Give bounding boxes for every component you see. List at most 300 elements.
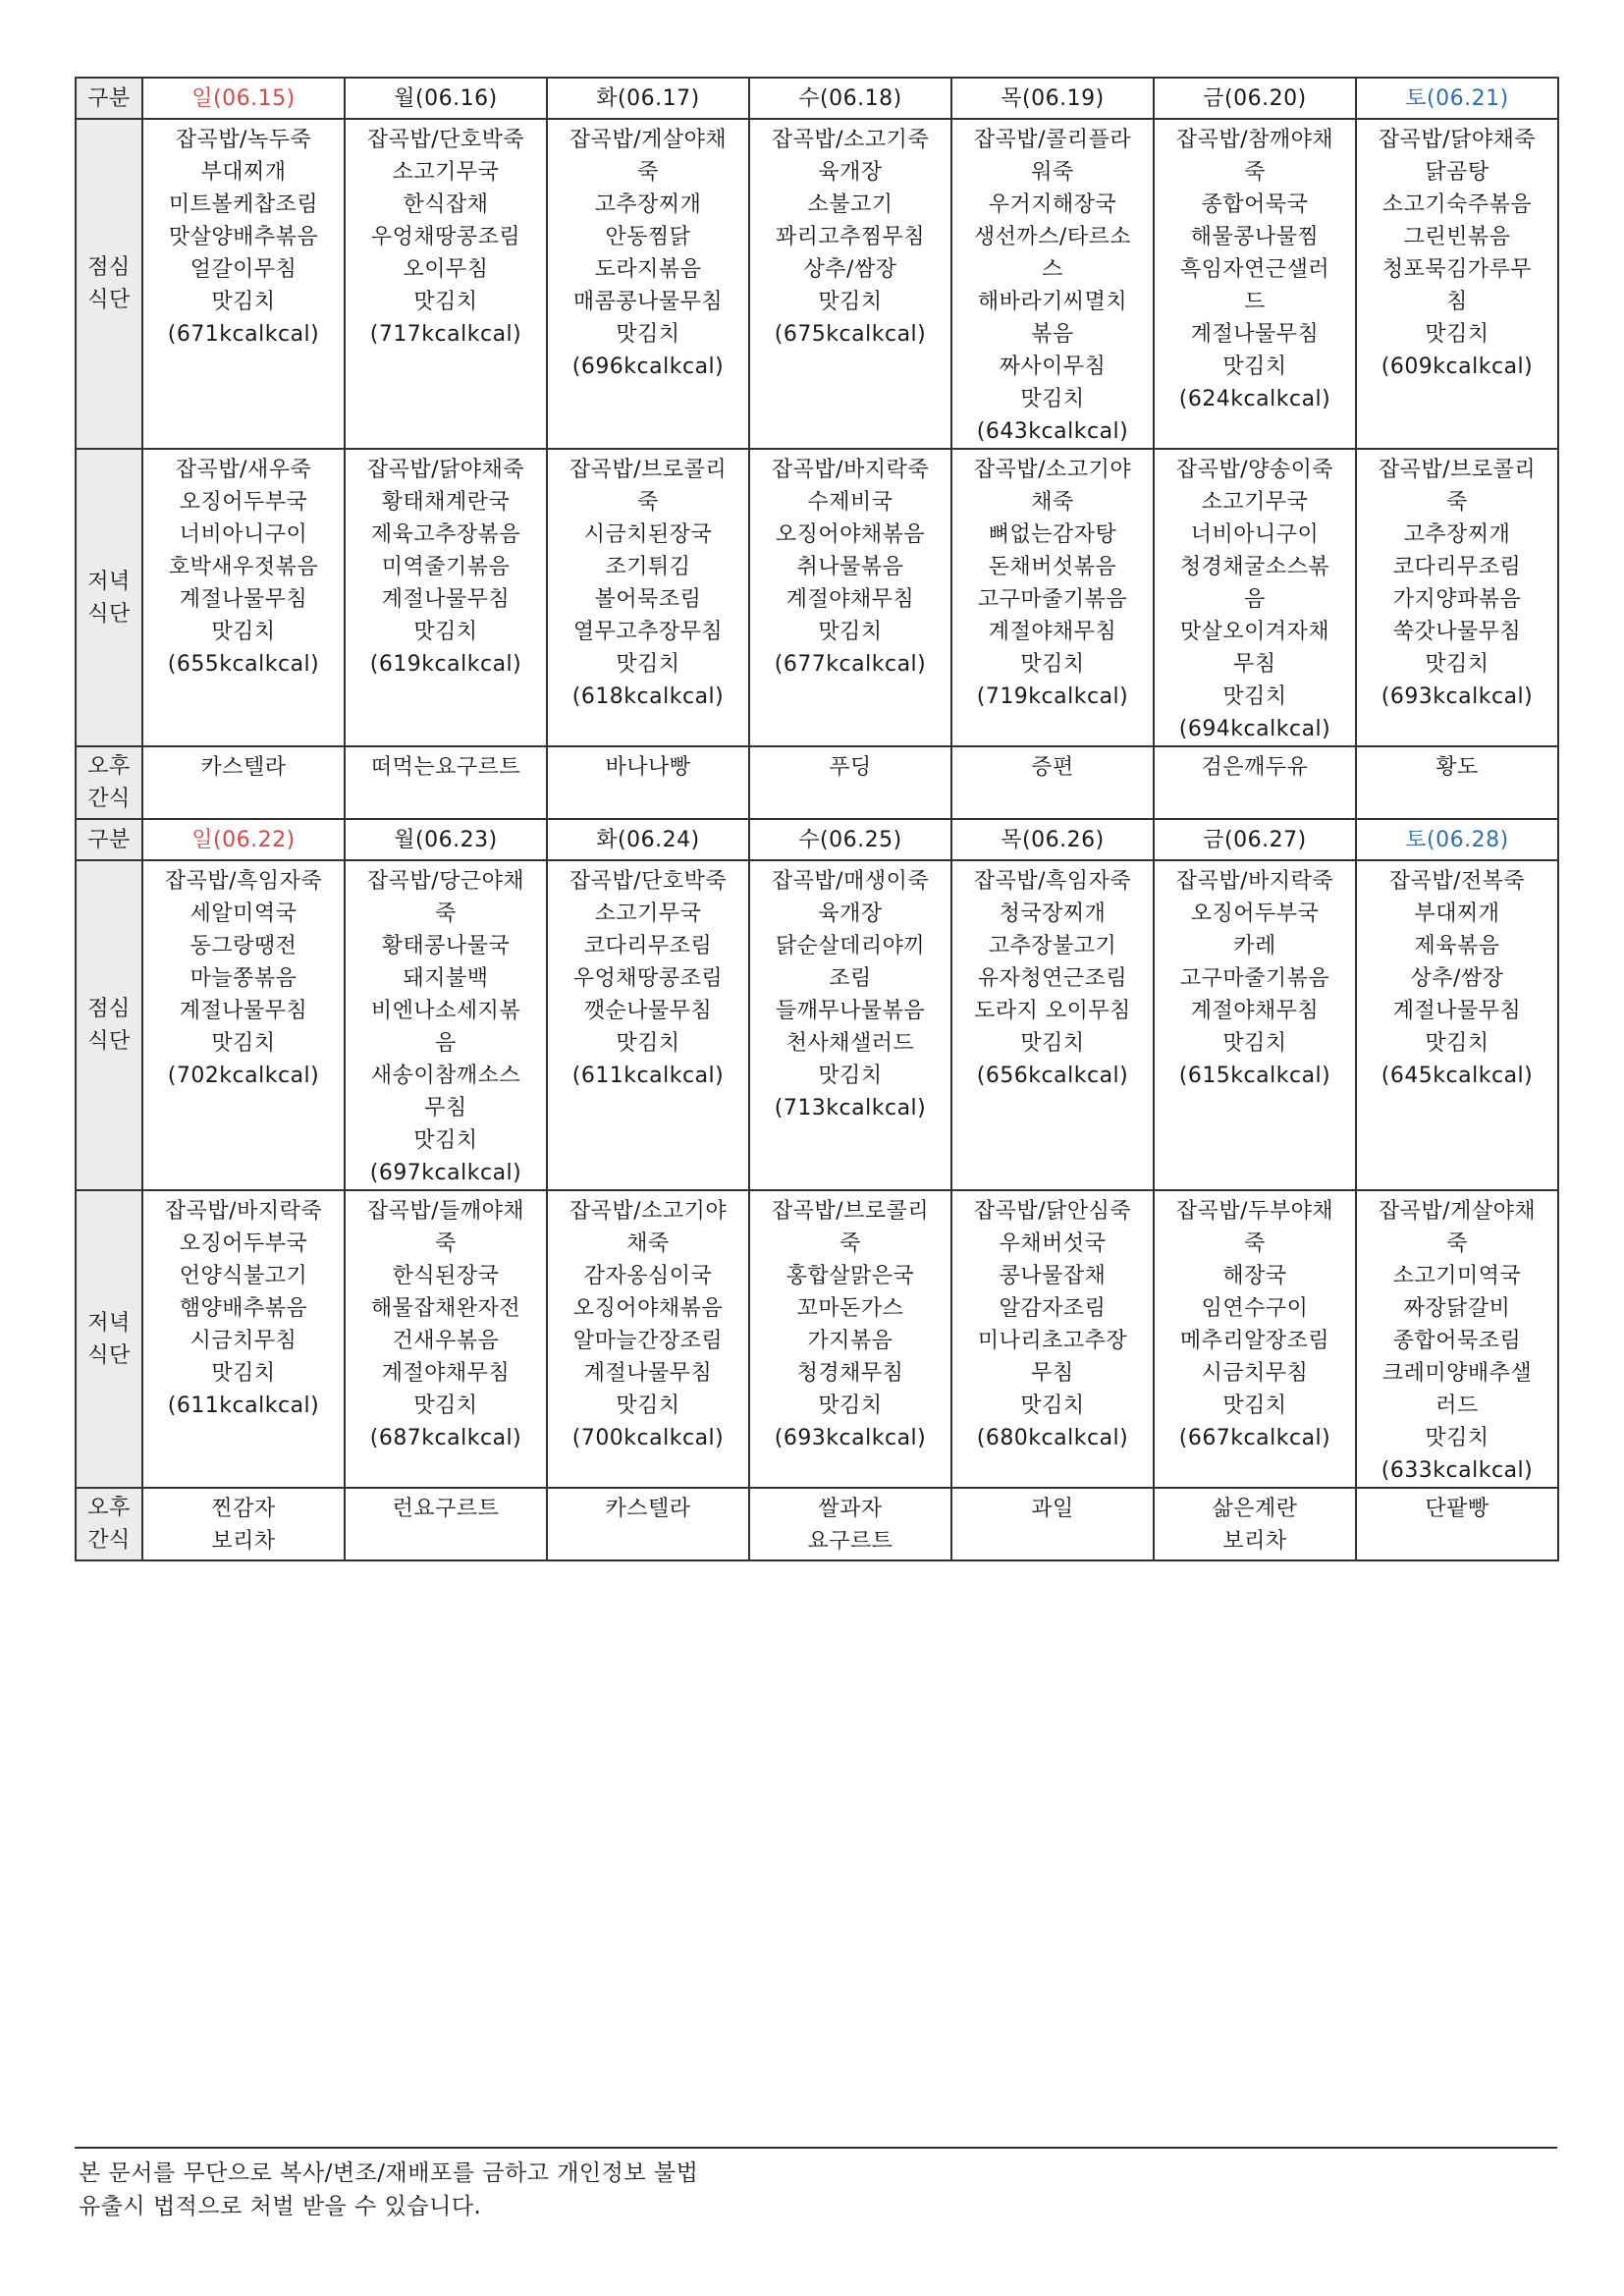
day-header: 목(06.26)	[951, 819, 1154, 860]
day-header: 금(06.20)	[1154, 78, 1356, 119]
menu-item: 해물잡채완자전	[370, 1296, 521, 1321]
menu-item: 계절나물무침	[1190, 322, 1320, 347]
snack-menu-cell	[547, 1488, 749, 1560]
snack-menu-cell	[1154, 746, 1356, 819]
menu-item: 황태콩나물국	[381, 934, 511, 958]
lunch-label-cell	[76, 860, 142, 1190]
week-header-row	[76, 819, 1558, 860]
menu-item: 가지볶음	[807, 1329, 893, 1353]
menu-item: 계절나물무침	[381, 587, 511, 612]
menu-item: 매콤콩나물무침	[572, 290, 724, 314]
menu-item: 맛김치	[818, 290, 883, 314]
day-header: 일(06.22)	[142, 819, 345, 860]
snack-menu-cell	[1356, 746, 1558, 819]
menu-item: 천사채샐러드	[785, 1031, 915, 1056]
menu-item: 들깨무나물볶음	[775, 999, 926, 1023]
menu-item: 코다리무조림	[1392, 555, 1522, 579]
menu-item: 새송이참깨소스	[370, 1064, 521, 1088]
menu-item: 꼬마돈가스	[796, 1296, 904, 1321]
menu-item: 짜장닭갈비	[1403, 1296, 1511, 1321]
menu-item: 잡곡밥/흑임자죽	[164, 869, 323, 894]
menu-item: 무침	[424, 1096, 467, 1121]
menu-item: 조기튀김	[605, 555, 691, 579]
menu-item: 잡곡밥/매생이죽	[771, 869, 930, 894]
menu-item: 오징어야채볶음	[572, 1296, 724, 1321]
menu-item: 우거지해장국	[988, 192, 1117, 217]
snack-menu-cell	[951, 746, 1154, 819]
menu-item: 열무고추장무침	[572, 620, 724, 644]
menu-item: 세알미역국	[189, 902, 298, 926]
menu-item: 미나리초고추장	[977, 1329, 1128, 1353]
lunch-menu-cell	[951, 119, 1154, 449]
footer-divider	[75, 2147, 1557, 2149]
menu-item: 수제비국	[807, 490, 893, 515]
menu-item: 잡곡밥/녹두죽	[175, 128, 312, 152]
day-header: 화(06.24)	[547, 819, 749, 860]
menu-item: 찐감자	[211, 1497, 276, 1521]
menu-item: 소고기무국	[594, 902, 702, 926]
menu-item: 계절나물무침	[179, 999, 308, 1023]
snack-menu-cell	[547, 746, 749, 819]
snack-menu-cell	[749, 1488, 951, 1560]
menu-item: (619kcalkcal)	[369, 652, 522, 677]
menu-item: 맛김치	[211, 290, 276, 314]
menu-item: 무침	[1233, 652, 1276, 677]
lunch-menu-cell	[749, 119, 951, 449]
menu-item: 임연수구이	[1201, 1296, 1309, 1321]
lunch-menu-cell	[1356, 119, 1558, 449]
menu-item: (697kcalkcal)	[369, 1161, 522, 1185]
menu-item: 맛김치	[1222, 1394, 1287, 1418]
menu-item: 계절나물무침	[1392, 999, 1522, 1023]
menu-item: 가지양파볶음	[1392, 587, 1522, 612]
menu-item: 쌀과자	[818, 1497, 883, 1521]
menu-item: 알감자조림	[999, 1296, 1107, 1321]
menu-item: 떠먹는요구르트	[370, 755, 521, 780]
menu-item: (675kcalkcal)	[774, 322, 927, 347]
menu-item: 맛살양배추볶음	[168, 225, 319, 249]
menu-item: 요구르트	[807, 1529, 893, 1554]
menu-item: 러드	[1435, 1394, 1479, 1418]
menu-item: 증편	[1031, 755, 1074, 780]
day-header: 목(06.19)	[951, 78, 1154, 119]
menu-item: 한식잡채	[403, 192, 489, 217]
menu-item: 죽	[435, 1231, 457, 1256]
dinner-label-cell	[76, 1190, 142, 1488]
lunch-menu-cell	[1356, 860, 1558, 1190]
menu-item: 육개장	[818, 902, 883, 926]
menu-item: (693kcalkcal)	[1380, 684, 1534, 709]
snack-label-cell	[76, 1488, 142, 1560]
menu-item: (611kcalkcal)	[571, 1064, 725, 1088]
menu-item: 계절야채무침	[988, 620, 1117, 644]
row-label-line: 간식	[87, 1528, 131, 1553]
menu-item: 맛김치	[616, 1394, 680, 1418]
menu-item: 상추/쌈장	[1410, 966, 1504, 991]
menu-item: 맛김치	[1222, 355, 1287, 379]
footer-notice	[79, 2157, 698, 2223]
menu-item: 호박새우젓볶음	[168, 555, 319, 579]
menu-item: 잡곡밥/브로콜리	[568, 458, 728, 482]
menu-item: 제육볶음	[1414, 934, 1500, 958]
menu-item: 고추장찌개	[1403, 522, 1511, 547]
dinner-menu-cell	[749, 1190, 951, 1488]
day-header: 일(06.15)	[142, 78, 345, 119]
menu-item: 부대찌개	[1414, 902, 1500, 926]
snack-menu-cell	[749, 746, 951, 819]
menu-item: 맛김치	[413, 620, 478, 644]
day-header: 월(06.23)	[345, 819, 547, 860]
menu-item: 맛김치	[616, 1031, 680, 1056]
menu-item: 검은깨두유	[1201, 755, 1309, 780]
menu-item: 맛김치	[1425, 1031, 1489, 1056]
menu-item: 도라지볶음	[594, 257, 702, 282]
menu-item: 잡곡밥/참깨야채	[1175, 128, 1334, 152]
menu-item: (717kcalkcal)	[369, 322, 522, 347]
day-header: 토(06.21)	[1356, 78, 1558, 119]
menu-item: 과일	[1031, 1497, 1074, 1521]
menu-item: 맛김치	[818, 1064, 883, 1088]
day-header: 월(06.16)	[345, 78, 547, 119]
lunch-menu-cell	[1154, 860, 1356, 1190]
dinner-menu-cell	[142, 449, 345, 746]
menu-item: 잡곡밥/게살야채	[1378, 1199, 1537, 1224]
menu-item: 계절나물무침	[583, 1361, 713, 1386]
menu-item: 맛김치	[1425, 1426, 1489, 1450]
menu-item: 맛김치	[818, 1394, 883, 1418]
menu-item: (680kcalkcal)	[976, 1426, 1129, 1450]
menu-item: 맛김치	[1020, 1394, 1085, 1418]
menu-item: (694kcalkcal)	[1178, 717, 1331, 741]
snack-menu-cell	[1356, 1488, 1558, 1560]
menu-item: 고구마줄기볶음	[1179, 966, 1330, 991]
menu-item: 메추리알장조림	[1179, 1329, 1330, 1353]
menu-item: 해바라기씨멸치	[977, 290, 1128, 314]
menu-item: 죽	[637, 490, 659, 515]
row-label-line: 식단	[87, 601, 131, 627]
menu-item: 죽	[435, 902, 457, 926]
day-header: 화(06.17)	[547, 78, 749, 119]
dinner-label-cell	[76, 449, 142, 746]
menu-item: 돼지불백	[403, 966, 489, 991]
menu-item: 잡곡밥/브로콜리	[771, 1199, 930, 1224]
menu-item: 시금치된장국	[583, 522, 713, 547]
menu-item: 드	[1244, 290, 1266, 314]
row-label-line: 오후	[87, 1496, 131, 1520]
menu-item: 맛김치	[413, 290, 478, 314]
dinner-row	[76, 1190, 1558, 1488]
menu-item: 카레	[1233, 934, 1276, 958]
menu-item: (655kcalkcal)	[167, 652, 320, 677]
menu-item: 생선까스/타르소	[973, 225, 1132, 249]
menu-item: 잡곡밥/닭야채죽	[366, 458, 525, 482]
dinner-menu-cell	[1154, 1190, 1356, 1488]
row-label-line: 식단	[87, 1342, 131, 1368]
menu-item: 죽	[637, 160, 659, 185]
menu-item: 맛김치	[1020, 652, 1085, 677]
menu-item: 잡곡밥/당근야채	[366, 869, 525, 894]
dinner-menu-cell	[345, 449, 547, 746]
lunch-menu-cell	[749, 860, 951, 1190]
menu-item: 계절야채무침	[381, 1361, 511, 1386]
menu-item: 고추장불고기	[988, 934, 1117, 958]
dinner-menu-cell	[1154, 449, 1356, 746]
menu-item: 미트볼케찹조림	[168, 192, 319, 217]
menu-item: 맛김치	[616, 322, 680, 347]
menu-item: 맛김치	[818, 620, 883, 644]
day-header: 수(06.25)	[749, 819, 951, 860]
menu-item: (702kcalkcal)	[167, 1064, 320, 1088]
menu-item: 맛김치	[413, 1394, 478, 1418]
menu-item: 고구마줄기볶음	[977, 587, 1128, 612]
menu-item: (693kcalkcal)	[774, 1426, 927, 1450]
snack-menu-cell	[142, 1488, 345, 1560]
menu-item: (645kcalkcal)	[1380, 1064, 1534, 1088]
menu-item: 카스텔라	[200, 755, 287, 780]
menu-item: 잡곡밥/소고기야	[973, 458, 1132, 482]
menu-item: 코다리무조림	[583, 934, 713, 958]
lunch-menu-cell	[547, 860, 749, 1190]
menu-item: 무침	[1031, 1361, 1074, 1386]
menu-item: 황도	[1435, 755, 1479, 780]
menu-item: 햄양배추볶음	[179, 1296, 308, 1321]
menu-item: 얼갈이무침	[189, 257, 298, 282]
menu-item: 계절야채무침	[1190, 999, 1320, 1023]
menu-item: 보리차	[211, 1529, 276, 1554]
menu-item: (713kcalkcal)	[774, 1096, 927, 1121]
menu-item: 잡곡밥/단호박죽	[366, 128, 525, 152]
menu-item: 홍합살맑은국	[785, 1264, 915, 1288]
menu-item: 계절야채무침	[785, 587, 915, 612]
week-header-row	[76, 78, 1558, 119]
menu-item: (633kcalkcal)	[1380, 1458, 1534, 1483]
menu-item: 쑥갓나물무침	[1392, 620, 1522, 644]
lunch-label-cell	[76, 119, 142, 449]
meal-plan-table	[75, 77, 1559, 1561]
menu-item: 시금치무침	[1201, 1361, 1309, 1386]
menu-item: 오징어두부국	[1190, 902, 1320, 926]
menu-item: 맛김치	[211, 620, 276, 644]
menu-item: 워죽	[1031, 160, 1074, 185]
row-label-line: 간식	[87, 787, 131, 811]
menu-item: 푸딩	[829, 755, 872, 780]
menu-item: 깻순나물무침	[583, 999, 713, 1023]
menu-item: (667kcalkcal)	[1178, 1426, 1331, 1450]
menu-item: 맛김치	[1425, 322, 1489, 347]
menu-item: 알마늘간장조림	[572, 1329, 724, 1353]
menu-item: 맛김치	[1222, 1031, 1287, 1056]
menu-item: 콩나물잡채	[999, 1264, 1107, 1288]
header-label-cell: 구분	[76, 819, 142, 860]
dinner-menu-cell	[345, 1190, 547, 1488]
menu-item: 한식된장국	[392, 1264, 500, 1288]
menu-item: 제육고추장볶음	[370, 522, 521, 547]
menu-item: 잡곡밥/브로콜리	[1378, 458, 1537, 482]
row-label-line: 점심	[87, 255, 131, 280]
menu-item: 오이무침	[403, 257, 489, 282]
day-header: 토(06.28)	[1356, 819, 1558, 860]
lunch-menu-cell	[547, 119, 749, 449]
menu-item: 잡곡밥/들깨야채	[366, 1199, 525, 1224]
menu-item: 해장국	[1222, 1264, 1287, 1288]
menu-item: (700kcalkcal)	[571, 1426, 725, 1450]
menu-item: 카스텔라	[605, 1497, 691, 1521]
lunch-menu-cell	[345, 860, 547, 1190]
menu-item: 삶은계란	[1212, 1497, 1298, 1521]
dinner-menu-cell	[547, 1190, 749, 1488]
menu-item: 너비아니구이	[179, 522, 308, 547]
menu-item: 유자청연근조림	[977, 966, 1128, 991]
menu-item: 맛살오이겨자채	[1179, 620, 1330, 644]
dinner-menu-cell	[547, 449, 749, 746]
menu-item: 조림	[829, 966, 872, 991]
menu-item: 소불고기	[807, 192, 893, 217]
dinner-menu-cell	[749, 449, 951, 746]
menu-item: 맛김치	[616, 652, 680, 677]
menu-item: 고추장찌개	[594, 192, 702, 217]
menu-item: 스	[1042, 257, 1063, 282]
menu-item: 소고기무국	[392, 160, 500, 185]
menu-item: (643kcalkcal)	[976, 419, 1129, 444]
lunch-menu-cell	[345, 119, 547, 449]
menu-item: 우채버섯국	[999, 1231, 1107, 1256]
snack-menu-cell	[1154, 1488, 1356, 1560]
menu-item: 언양식불고기	[179, 1264, 308, 1288]
lunch-menu-cell	[142, 119, 345, 449]
snack-menu-cell	[142, 746, 345, 819]
snack-row	[76, 1488, 1558, 1560]
menu-item: 청경채굴소스볶	[1179, 555, 1330, 579]
menu-item: 죽	[1244, 160, 1266, 185]
menu-item: (656kcalkcal)	[976, 1064, 1129, 1088]
menu-item: 오징어두부국	[179, 1231, 308, 1256]
lunch-menu-cell	[951, 860, 1154, 1190]
menu-item: 맛김치	[1425, 652, 1489, 677]
lunch-row	[76, 119, 1558, 449]
menu-item: 잡곡밥/바지락죽	[164, 1199, 323, 1224]
menu-item: 잡곡밥/소고기야	[568, 1199, 728, 1224]
menu-item: 닭순살데리야끼	[775, 934, 926, 958]
row-label-line: 식단	[87, 1029, 131, 1054]
day-header: 금(06.27)	[1154, 819, 1356, 860]
menu-item: 음	[435, 1031, 457, 1056]
menu-item: 종합어묵조림	[1392, 1329, 1522, 1353]
menu-item: (696kcalkcal)	[571, 355, 725, 379]
menu-item: 죽	[1446, 490, 1468, 515]
row-label-line: 점심	[87, 997, 131, 1021]
menu-item: (719kcalkcal)	[976, 684, 1129, 709]
lunch-menu-cell	[1154, 119, 1356, 449]
menu-item: 계절나물무침	[179, 587, 308, 612]
menu-item: (687kcalkcal)	[369, 1426, 522, 1450]
header-label-cell: 구분	[76, 78, 142, 119]
row-label-line: 저녁	[87, 1310, 131, 1336]
menu-item: (609kcalkcal)	[1380, 355, 1534, 379]
menu-item: 잡곡밥/콜리플라	[973, 128, 1132, 152]
menu-item: 맛김치	[413, 1128, 478, 1153]
dinner-row	[76, 449, 1558, 746]
menu-item: 상추/쌈장	[803, 257, 897, 282]
menu-item: (624kcalkcal)	[1178, 387, 1331, 411]
menu-item: 건새우볶음	[392, 1329, 500, 1353]
row-label-line: 오후	[87, 754, 131, 779]
menu-item: 뼈없는감자탕	[988, 522, 1117, 547]
menu-item: 청포묵김가루무	[1381, 257, 1533, 282]
menu-item: 채죽	[1031, 490, 1074, 515]
menu-item: 맛김치	[1020, 387, 1085, 411]
dinner-menu-cell	[142, 1190, 345, 1488]
menu-item: 잡곡밥/두부야채	[1175, 1199, 1334, 1224]
snack-menu-cell	[951, 1488, 1154, 1560]
menu-item: 시금치무침	[189, 1329, 298, 1353]
menu-item: 죽	[839, 1231, 861, 1256]
menu-item: 잡곡밥/전복죽	[1388, 869, 1526, 894]
menu-item: 잡곡밥/바지락죽	[1175, 869, 1334, 894]
row-label-line: 저녁	[87, 569, 131, 594]
menu-item: 감자옹심이국	[583, 1264, 713, 1288]
dinner-menu-cell	[951, 449, 1154, 746]
menu-item: 종합어묵국	[1201, 192, 1309, 217]
menu-item: 잡곡밥/닭안심죽	[973, 1199, 1132, 1224]
menu-item: 꽈리고추찜무침	[775, 225, 926, 249]
menu-item: (671kcalkcal)	[167, 322, 320, 347]
menu-item: 죽	[1244, 1231, 1266, 1256]
menu-item: 볼어묵조림	[594, 587, 702, 612]
menu-item: 해물콩나물찜	[1190, 225, 1320, 249]
snack-menu-cell	[345, 1488, 547, 1560]
snack-menu-cell	[345, 746, 547, 819]
menu-item: 미역줄기볶음	[381, 555, 511, 579]
day-header: 수(06.18)	[749, 78, 951, 119]
menu-item: (618kcalkcal)	[571, 684, 725, 709]
menu-item: 맛김치	[1020, 1031, 1085, 1056]
menu-item: 침	[1446, 290, 1468, 314]
menu-item: 잡곡밥/닭야채죽	[1378, 128, 1537, 152]
menu-item: 음	[1244, 587, 1266, 612]
menu-item: 청국장찌개	[999, 902, 1107, 926]
menu-item: 볶음	[1031, 322, 1074, 347]
snack-row	[76, 746, 1558, 819]
menu-item: 그린빈볶음	[1403, 225, 1511, 249]
menu-item: 우엉채땅콩조림	[572, 966, 724, 991]
menu-item: 소고기숙주볶음	[1381, 192, 1533, 217]
menu-item: 소고기무국	[1201, 490, 1309, 515]
menu-item: 소고기미역국	[1392, 1264, 1522, 1288]
dinner-menu-cell	[951, 1190, 1154, 1488]
menu-item: 잡곡밥/새우죽	[175, 458, 312, 482]
menu-item: 취나물볶음	[796, 555, 904, 579]
menu-item: 도라지 오이무침	[974, 999, 1131, 1023]
menu-item: 죽	[1446, 1231, 1468, 1256]
menu-item: 돈채버섯볶음	[988, 555, 1117, 579]
menu-item: 너비아니구이	[1190, 522, 1320, 547]
menu-item: 맛김치	[1222, 684, 1287, 709]
menu-item: 육개장	[818, 160, 883, 185]
menu-item: 부대찌개	[200, 160, 287, 185]
menu-item: 잡곡밥/게살야채	[568, 128, 728, 152]
menu-item: 잡곡밥/양송이죽	[1175, 458, 1334, 482]
menu-item: 잡곡밥/흑임자죽	[973, 869, 1132, 894]
menu-item: 잡곡밥/바지락죽	[771, 458, 930, 482]
menu-item: 황태채계란국	[381, 490, 511, 515]
menu-item: 보리차	[1222, 1529, 1287, 1554]
menu-item: 닭곰탕	[1425, 160, 1489, 185]
menu-item: 잡곡밥/단호박죽	[568, 869, 728, 894]
menu-item: 안동찜닭	[605, 225, 691, 249]
menu-item: 맛김치	[211, 1031, 276, 1056]
menu-item: 비엔나소세지볶	[370, 999, 521, 1023]
menu-item: 단팥빵	[1425, 1497, 1489, 1521]
